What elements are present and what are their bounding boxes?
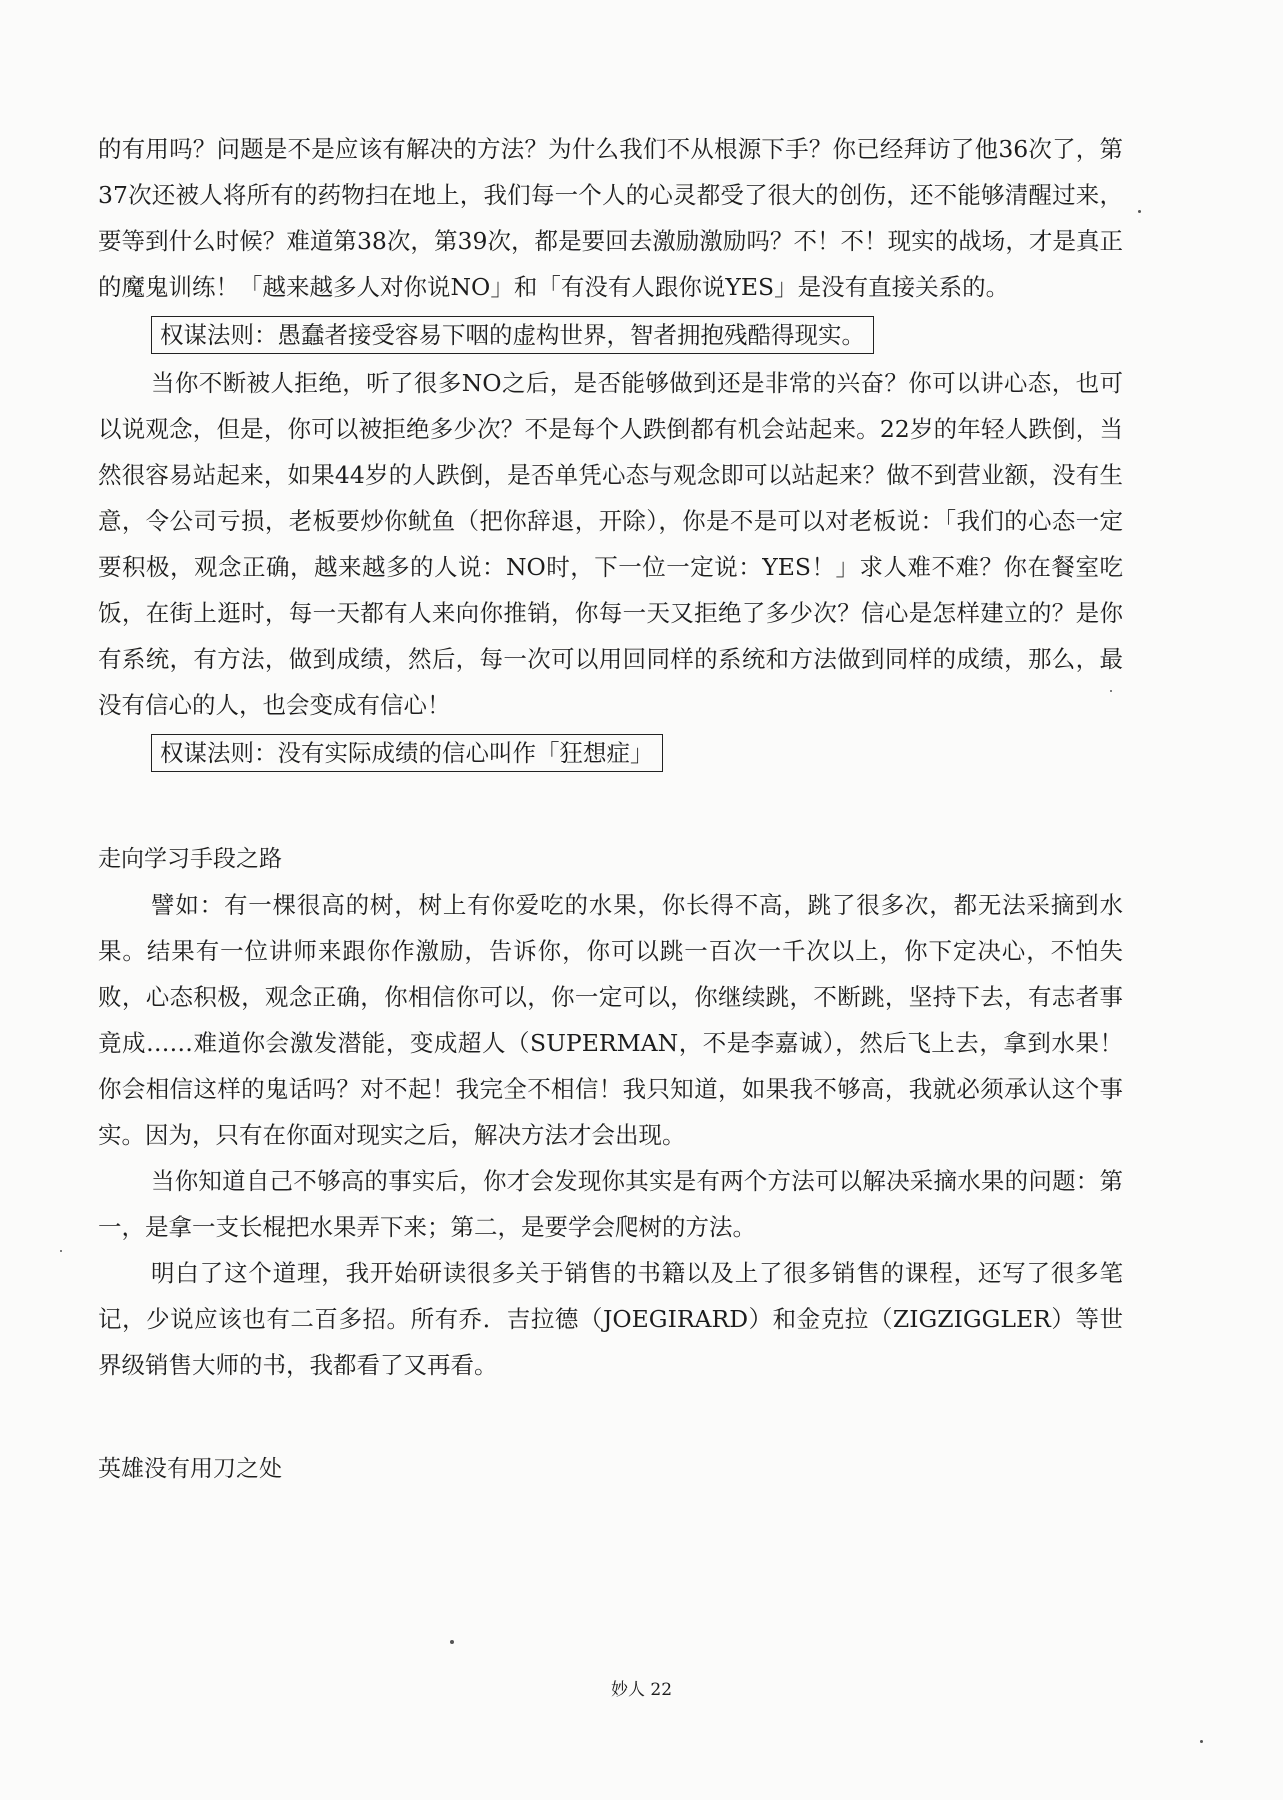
paragraph: 譬如：有一棵很高的树，树上有你爱吃的水果，你长得不高，跳了很多次，都无法采摘到水果。结果有一位讲师来跟你作激励，告诉你，你可以跳一百次一千次以上，你下定决心，不怕失败，心态积极，观念正确，你相信你可以，你一定可以，你继续跳，不断跳，坚持下去，有志者事竟成……难道你会激发潜能，变成超人（SUPERMAN，不是李嘉诚），然后飞上去，拿到水果！你会相信这样的鬼话吗？对不起！我完全不相信！我只知道，如果我不够高，我就必须承认这个事实。因为，只有在你面对现实之后，解决方法才会出现。	[98, 891, 1123, 1149]
rule-box: 权谋法则：没有实际成绩的信心叫作「狂想症」	[151, 734, 663, 772]
page-footer: 妙人 22	[610, 1680, 673, 1700]
scan-speck	[450, 1640, 454, 1644]
paragraph: 的有用吗？问题是不是应该有解决的方法？为什么我们不从根源下手？你已经拜访了他36次了，第37次还被人将所有的药物扫在地上，我们每一个人的心灵都受了很大的创伤，还不能够清醒过来，要等到什么时候？难道第38次，第39次，都是要回去激励激励吗？不！不！现实的战场，才是真正的魔鬼训练！「越来越多人对你说NO」和「有没有人跟你说YES」是没有直接关系的。	[98, 135, 1123, 301]
scan-speck	[1138, 210, 1141, 213]
section-heading: 走向学习手段之路	[98, 846, 282, 872]
paragraph: 当你不断被人拒绝，听了很多NO之后，是否能够做到还是非常的兴奋？你可以讲心态，也可以说观念，但是，你可以被拒绝多少次？不是每个人跌倒都有机会站起来。22岁的年轻人跌倒，当然很容易站起来，如果44岁的人跌倒，是否单凭心态与观念即可以站起来？做不到营业额，没有生意，令公司亏损，老板要炒你鱿鱼（把你辞退，开除），你是不是可以对老板说：「我们的心态一定要积极，观念正确，越来越多的人说：NO时，下一位一定说：YES！」求人难不难？你在餐室吃饭，在街上逛时，每一天都有人来向你推销，你每一天又拒绝了多少次？信心是怎样建立的？是你有系统，有方法，做到成绩，然后，每一次可以用回同样的系统和方法做到同样的成绩，那么，最没有信心的人，也会变成有信心！	[98, 369, 1123, 719]
paragraph: 当你知道自己不够高的事实后，你才会发现你其实是有两个方法可以解决采摘水果的问题：第一，是拿一支长棍把水果弄下来；第二，是要学会爬树的方法。	[98, 1167, 1123, 1241]
document-body	[98, 126, 1123, 1492]
scan-speck	[60, 1250, 62, 1252]
spacer	[98, 1388, 1123, 1446]
paragraph: 明白了这个道理，我开始研读很多关于销售的书籍以及上了很多销售的课程，还写了很多笔记，少说应该也有二百多招。所有乔．吉拉德（JOEGIRARD）和金克拉（ZIGZIGGLER）等世界级销售大师的书，我都看了又再看。	[98, 1259, 1123, 1379]
scan-speck	[1110, 690, 1112, 692]
spacer	[98, 778, 1123, 836]
scan-speck	[1200, 1740, 1203, 1743]
rule-box: 权谋法则：愚蠢者接受容易下咽的虚构世界，智者拥抱残酷得现实。	[151, 316, 874, 354]
section-heading: 英雄没有用刀之处	[98, 1456, 282, 1482]
